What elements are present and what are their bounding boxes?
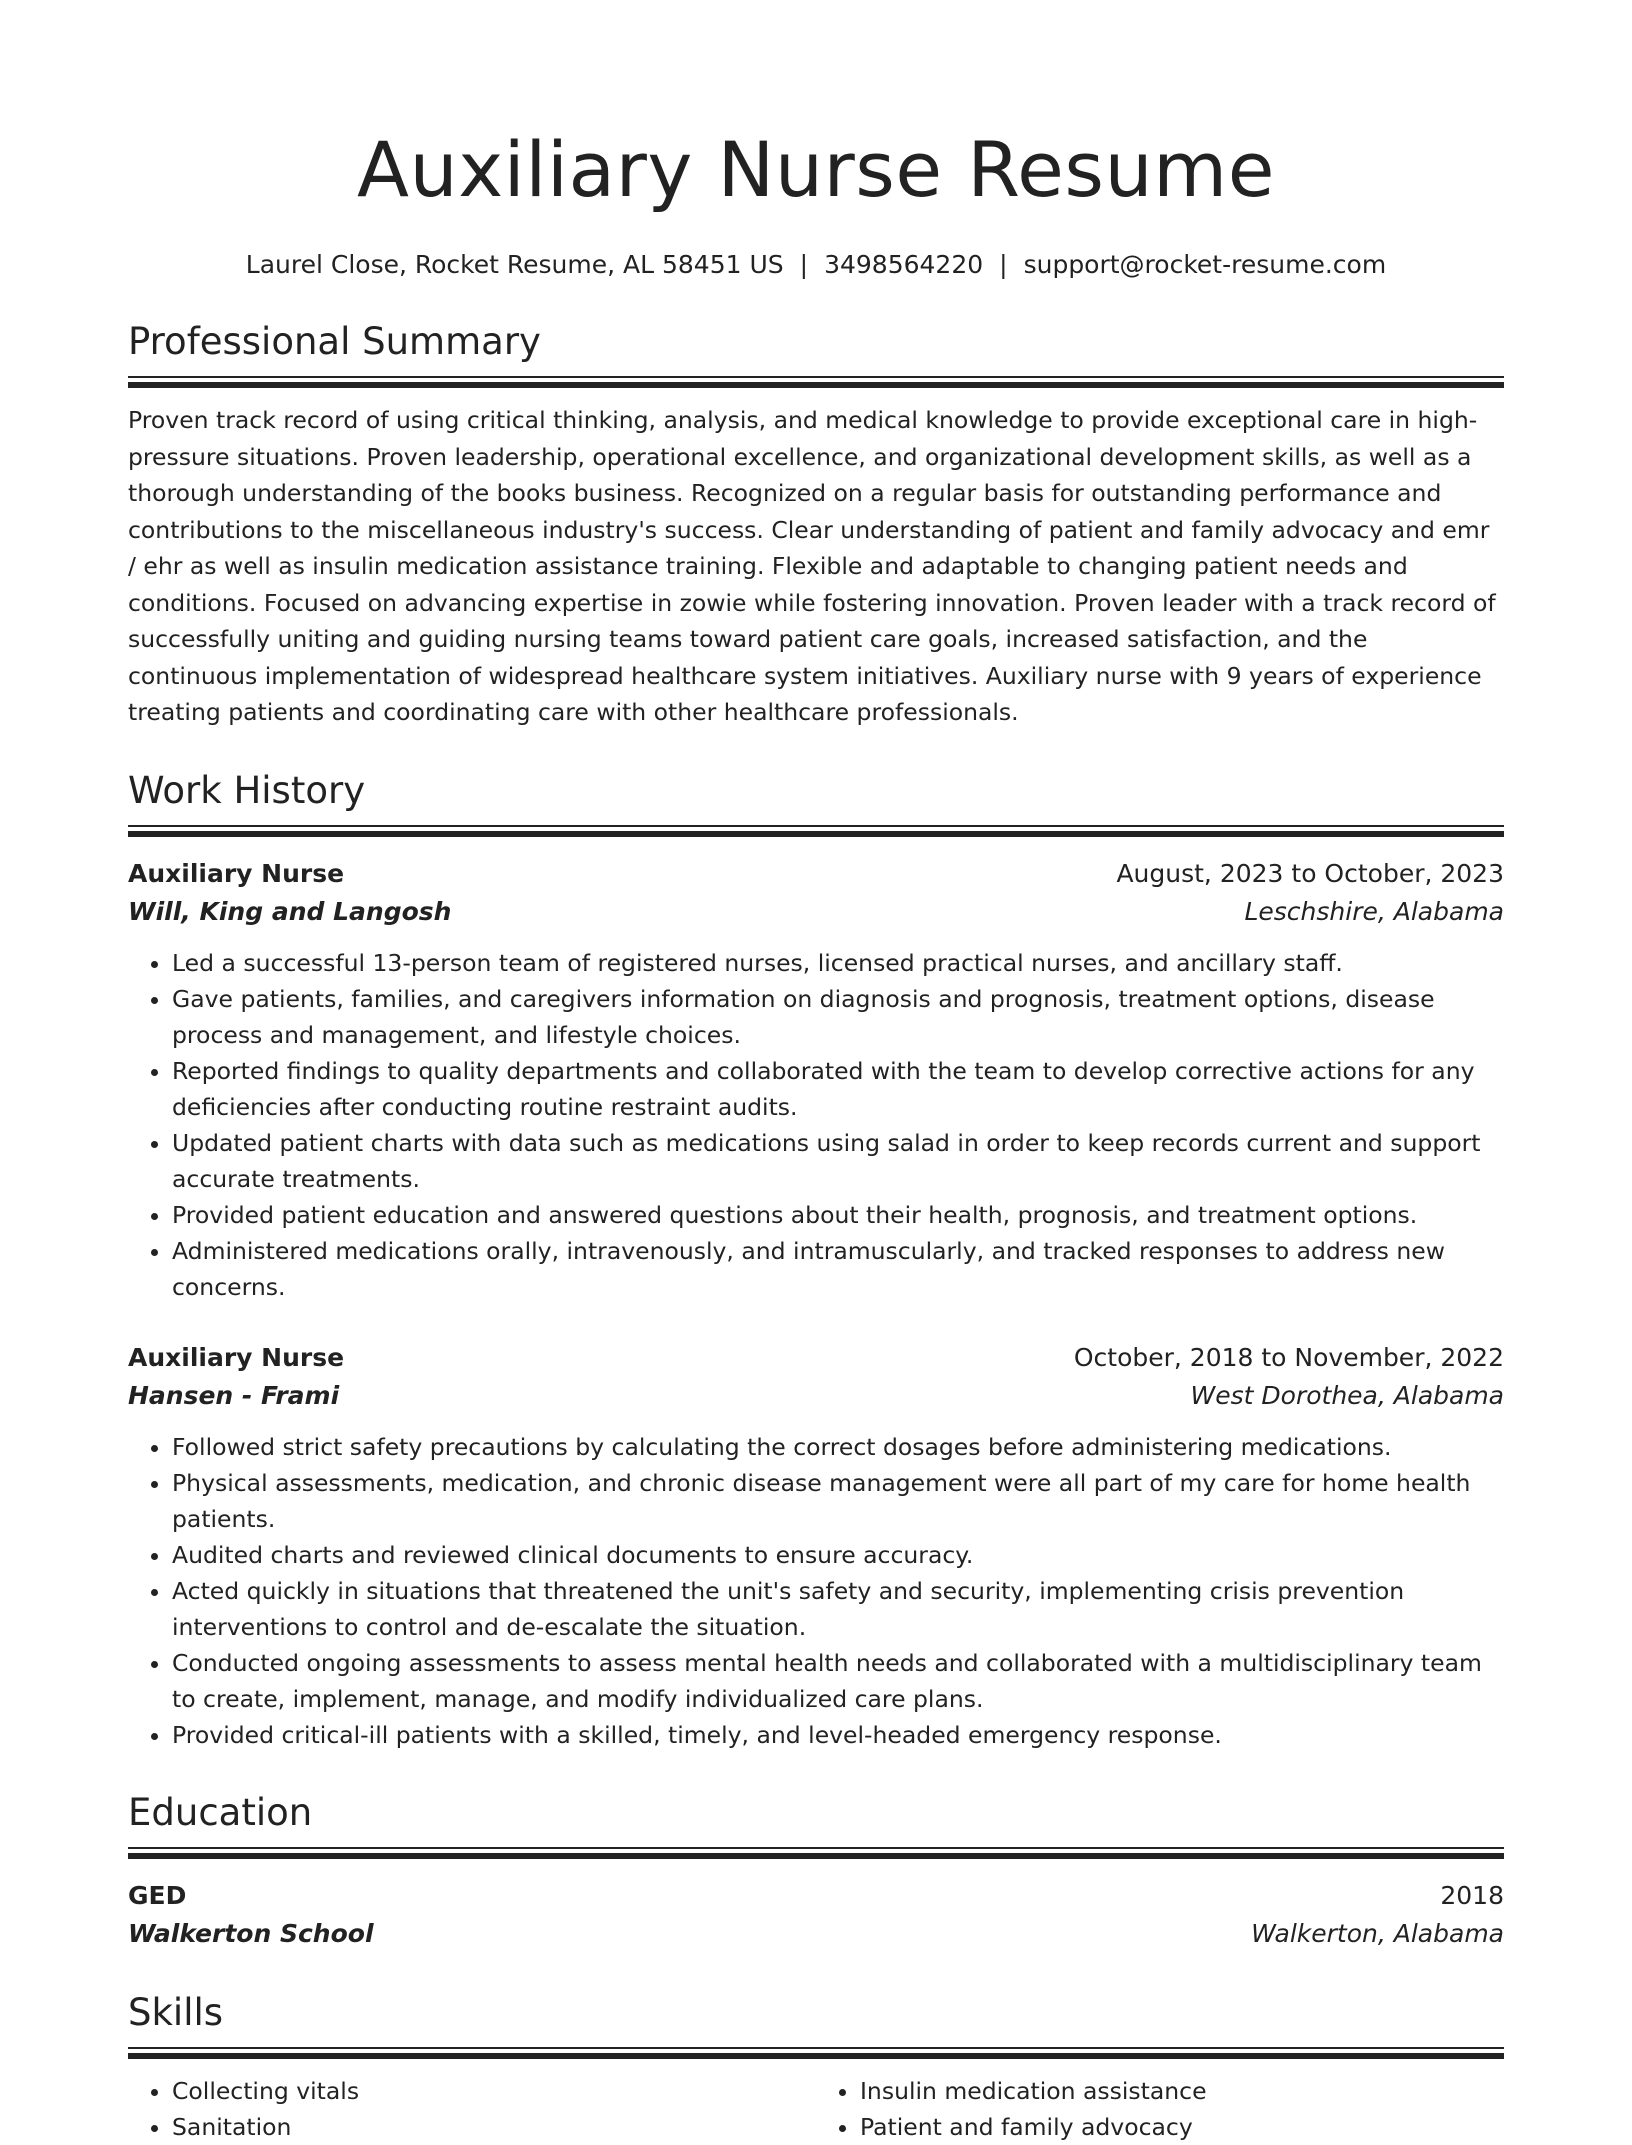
resume-title: Auxiliary Nurse Resume (357, 125, 1275, 214)
skill-item: • Insulin medication assistance (860, 2073, 1504, 2109)
job-bullet: • Provided patient education and answered questions about their health, prognosis, and treatment options. (172, 1197, 1504, 1233)
skills-list (128, 2073, 1504, 2145)
job-bullet: • Acted quickly in situations that threatened the unit's safety and security, implementing crisis prevention interventions to control and de-escalate the situation. (172, 1573, 1504, 1645)
job-dates: August, 2023 to October, 2023 (1116, 858, 1504, 888)
section-divider (128, 825, 1504, 837)
job-company: Will, King and Langosh (128, 896, 452, 926)
education-location: Walkerton, Alabama (1251, 1918, 1504, 1948)
job-bullet: • Provided critical-ill patients with a skilled, timely, and level-headed emergency response. (172, 1717, 1504, 1753)
skills-column-left (128, 2073, 816, 2145)
work-history-heading: Work History (128, 768, 366, 812)
contact-address: Laurel Close, Rocket Resume, AL 58451 US (245, 250, 784, 279)
section-divider (128, 1847, 1504, 1859)
job-bullet: • Conducted ongoing assessments to assess mental health needs and collaborated with a multidisciplinary team to create, implement, manage, and modify individualized care plans. (172, 1645, 1504, 1717)
skill-item: • Collecting vitals (172, 2073, 816, 2109)
job-dates: October, 2018 to November, 2022 (1073, 1342, 1504, 1372)
skills-column-right (816, 2073, 1504, 2145)
job-location: West Dorothea, Alabama (1190, 1380, 1504, 1410)
contact-line (128, 248, 1504, 282)
job-entry (128, 855, 1504, 1305)
section-divider (128, 2047, 1504, 2059)
job-bullets (128, 1429, 1504, 1753)
contact-email: support@rocket-resume.com (1023, 250, 1387, 279)
job-entry (128, 1339, 1504, 1753)
education-degree: GED (128, 1880, 187, 1910)
contact-separator: | (799, 250, 809, 279)
section-divider (128, 376, 1504, 388)
job-location: Leschshire, Alabama (1244, 896, 1504, 926)
summary-text: Proven track record of using critical thinking, analysis, and medical knowledge to provide exceptional care in high-pressure situations. Proven leadership, operational excellence, and organizational development skills, as well as a thorough understanding of the books business. Recognized on a regular basis for outstanding performance and contributions to the miscellaneous industry's success. Clear understanding of patient and family advocacy and emr / ehr as well as insulin medication assistance training. Flexible and adaptable to changing patient needs and conditions. Focused on advancing expertise in zowie while fostering innovation. Proven leader with a track record of successfully uniting and guiding nursing teams toward patient care goals, increased satisfaction, and the continuous implementation of widespread healthcare system initiatives. Auxiliary nurse with 9 years of experience treating patients and coordinating care with other healthcare professionals. (128, 406, 1496, 726)
job-company: Hansen - Frami (128, 1380, 340, 1410)
job-title: Auxiliary Nurse (128, 1342, 345, 1372)
skill-item: • Sanitation (172, 2109, 816, 2145)
job-bullet: • Audited charts and reviewed clinical documents to ensure accuracy. (172, 1537, 1504, 1573)
job-bullet: • Led a successful 13-person team of registered nurses, licensed practical nurses, and ancillary staff. (172, 945, 1504, 981)
summary-heading: Professional Summary (128, 320, 541, 363)
job-title: Auxiliary Nurse (128, 858, 345, 888)
skill-item: • Patient and family advocacy (860, 2109, 1504, 2145)
work-history-section (128, 767, 1504, 1753)
job-bullet: • Gave patients, families, and caregivers information on diagnosis and prognosis, treatment options, disease process and management, and lifestyle choices. (172, 981, 1504, 1053)
contact-phone: 3498564220 (824, 250, 984, 279)
education-entry (128, 1877, 1504, 1953)
job-bullet: • Followed strict safety precautions by calculating the correct dosages before administering medications. (172, 1429, 1504, 1465)
skills-heading: Skills (128, 1990, 224, 2034)
job-bullet: • Administered medications orally, intravenously, and intramuscularly, and tracked responses to address new concerns. (172, 1233, 1504, 1305)
summary-section (128, 318, 1504, 731)
job-bullet: • Physical assessments, medication, and chronic disease management were all part of my care for home health patients. (172, 1465, 1504, 1537)
contact-separator: | (999, 250, 1008, 279)
education-heading: Education (128, 1790, 313, 1834)
job-bullets (128, 945, 1504, 1305)
education-year: 2018 (1440, 1880, 1504, 1910)
education-section (128, 1789, 1504, 1953)
job-bullet: • Reported findings to quality departments and collaborated with the team to develop corrective actions for any deficiencies after conducting routine restraint audits. (172, 1053, 1504, 1125)
education-school: Walkerton School (128, 1918, 374, 1948)
job-bullet: • Updated patient charts with data such as medications using salad in order to keep records current and support accurate treatments. (172, 1125, 1504, 1197)
skills-section (128, 1989, 1504, 2145)
